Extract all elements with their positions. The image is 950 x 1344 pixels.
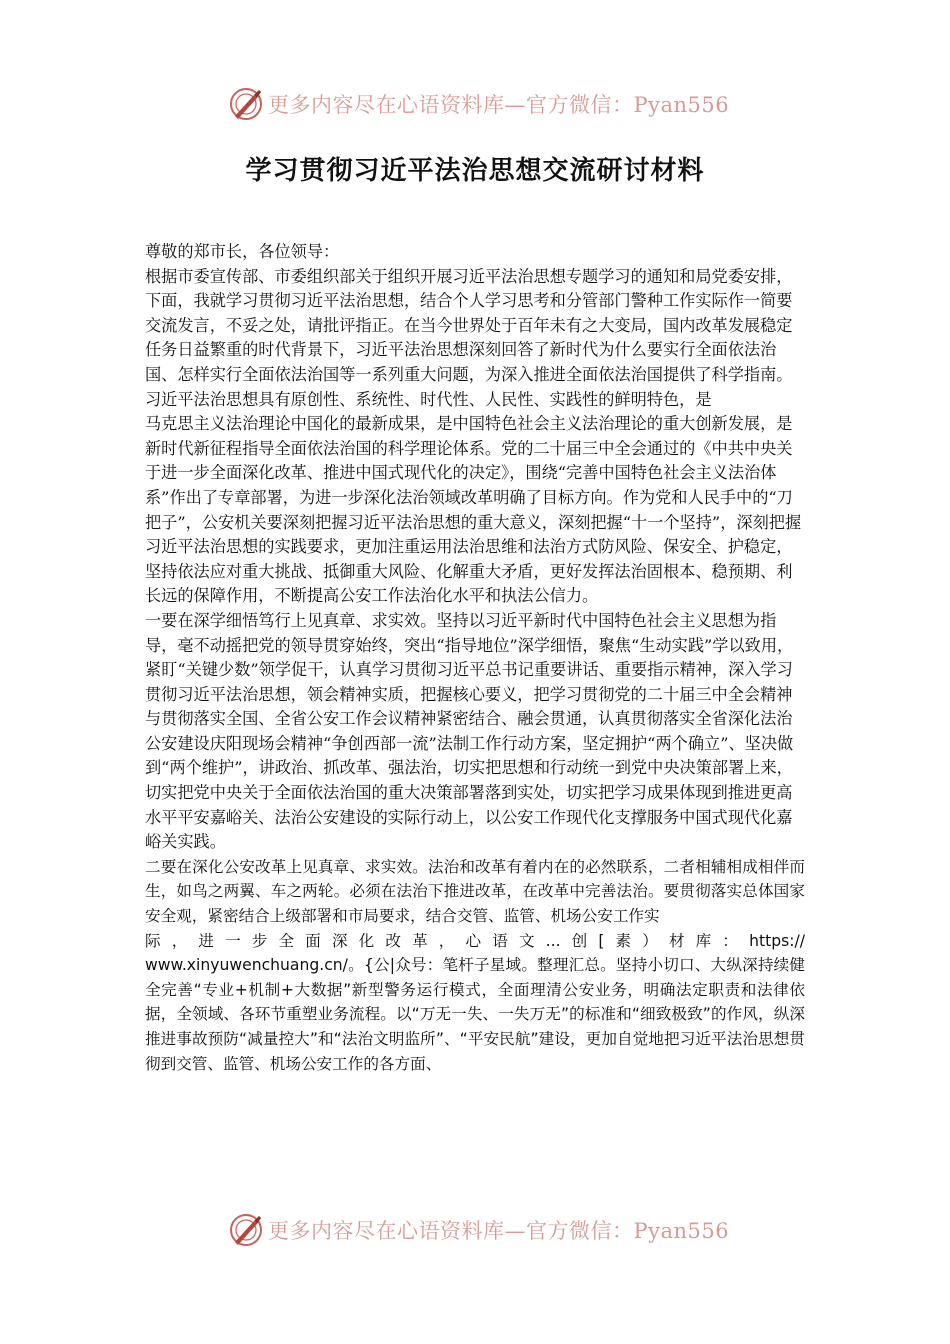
document-body <box>145 240 805 1076</box>
paragraph-4 <box>145 855 805 1076</box>
paragraph-2: 马克思主义法治理论中国化的最新成果，是中国特色社会主义法治理论的重大创新发展，是新时代新征程指导全面依法治国的科学理论体系。党的二十届三中全会通过的《中共中央关于进一步全面深化改革、推进中国式现代化的决定》，围绕“完善中国特色社会主义法治体系”作出了专章部署，为进一步深化法治领域改革明确了目标方向。作为党和人民手中的“刀把子”，公安机关要深刻把握习近平法治思想的重大意义，深刻把握“十一个坚持”，深刻把握习近平法治思想的实践要求，更加注重运用法治思维和法治方式防风险、保安全、护稳定，坚持依法应对重大挑战、抵御重大风险、化解重大矛盾，更好发挥法治固根本、稳预期、利长远的保障作用，不断提高公安工作法治化水平和执法公信力。 <box>145 414 802 606</box>
pen-logo-icon <box>228 1212 264 1248</box>
paragraph-3: 一要在深学细悟笃行上见真章、求实效。坚持以习近平新时代中国特色社会主义思想为指导，毫不动摇把党的领导贯穿始终，突出“指导地位”深学细悟，聚焦“生动实践”学以致用，紧盯“关键少数”领学促干，认真学习贯彻习近平总书记重要讲话、重要指示精神，深入学习贯彻习近平法治思想，领会精神实质，把握核心要义，把学习贯彻党的二十届三中全会精神与贯彻落实全国、全省公安工作会议精神紧密结合、融会贯通，认真贯彻落实全省深化法治公安建设庆阳现场会精神“争创西部一流”法制工作行动方案，坚定拥护“两个确立”、坚决做到“两个维护”，讲政治、抓改革、强法治，切实把思想和行动统一到党中央决策部署上来，切实把党中央关于全面依法治国的重大决策部署落到实处，切实把学习成果体现到推进更高水平平安嘉峪关、法治公安建设的实际行动上，以公安工作现代化支撑服务中国式现代化嘉峪关实践。 <box>145 610 794 852</box>
header-banner <box>228 84 728 124</box>
greeting: 尊敬的郑市长，各位领导： <box>145 242 340 261</box>
document-title: 学习贯彻习近平法治思想交流研讨材料 <box>245 156 705 186</box>
header-banner-text: 更多内容尽在心语资料库—官方微信：Pyan556 <box>268 93 730 117</box>
paragraph-4-part-a: 二要在深化公安改革上见真章、求实效。法治和改革有着内在的必然联系，二者相辅相成相伴而生，如鸟之两翼、车之两轮。必须在法治下推进改革，在改革中完善法治。要贯彻落实总体国家安全观，紧密结合上级部署和市局要求，结合交管、监管、机场公安工作实 <box>145 857 805 926</box>
paragraph-4-part-c: www.xinyuwenchuang.cn/。{公|众号：笔杆子星域。整理汇总。坚持小切口、大纵深持续健全完善“专业+机制+大数据”新型警务运行模式，全面理清公安业务，明确法定职责和法律依据，全领域、各环节重塑业务流程。以“万无一失、一失万无”的标准和“细致极致”的作风，纵深推进事故预防“减量控大”和“法治文明监所”、“平安民航”建设，更加自觉地把习近平法治思想贯彻到交管、监管、机场公安工作的各方面、 <box>145 956 805 1073</box>
footer-banner-text: 更多内容尽在心语资料库—官方微信：Pyan556 <box>268 1219 730 1243</box>
footer-banner <box>228 1210 728 1250</box>
paragraph-1: 根据市委宣传部、市委组织部关于组织开展习近平法治思想专题学习的通知和局党委安排，下面，我就学习贯彻习近平法治思想，结合个人学习思考和分管部门警种工作实际作一简要交流发言，不妥之处，请批评指正。在当今世界处于百年未有之大变局，国内改革发展稳定任务日益繁重的时代背景下，习近平法治思想深刻回答了新时代为什么要实行全面依法治国、怎样实行全面依法治国等一系列重大问题，为深入推进全面依法治国提供了科学指南。习近平法治思想具有原创性、系统性、时代性、人民性、实践性的鲜明特色，是 <box>145 266 793 409</box>
pen-logo-icon <box>228 86 264 122</box>
paragraph-4-part-b: 际，进一步全面深化改革，心语文...创[素）材库：https:// <box>145 931 805 950</box>
